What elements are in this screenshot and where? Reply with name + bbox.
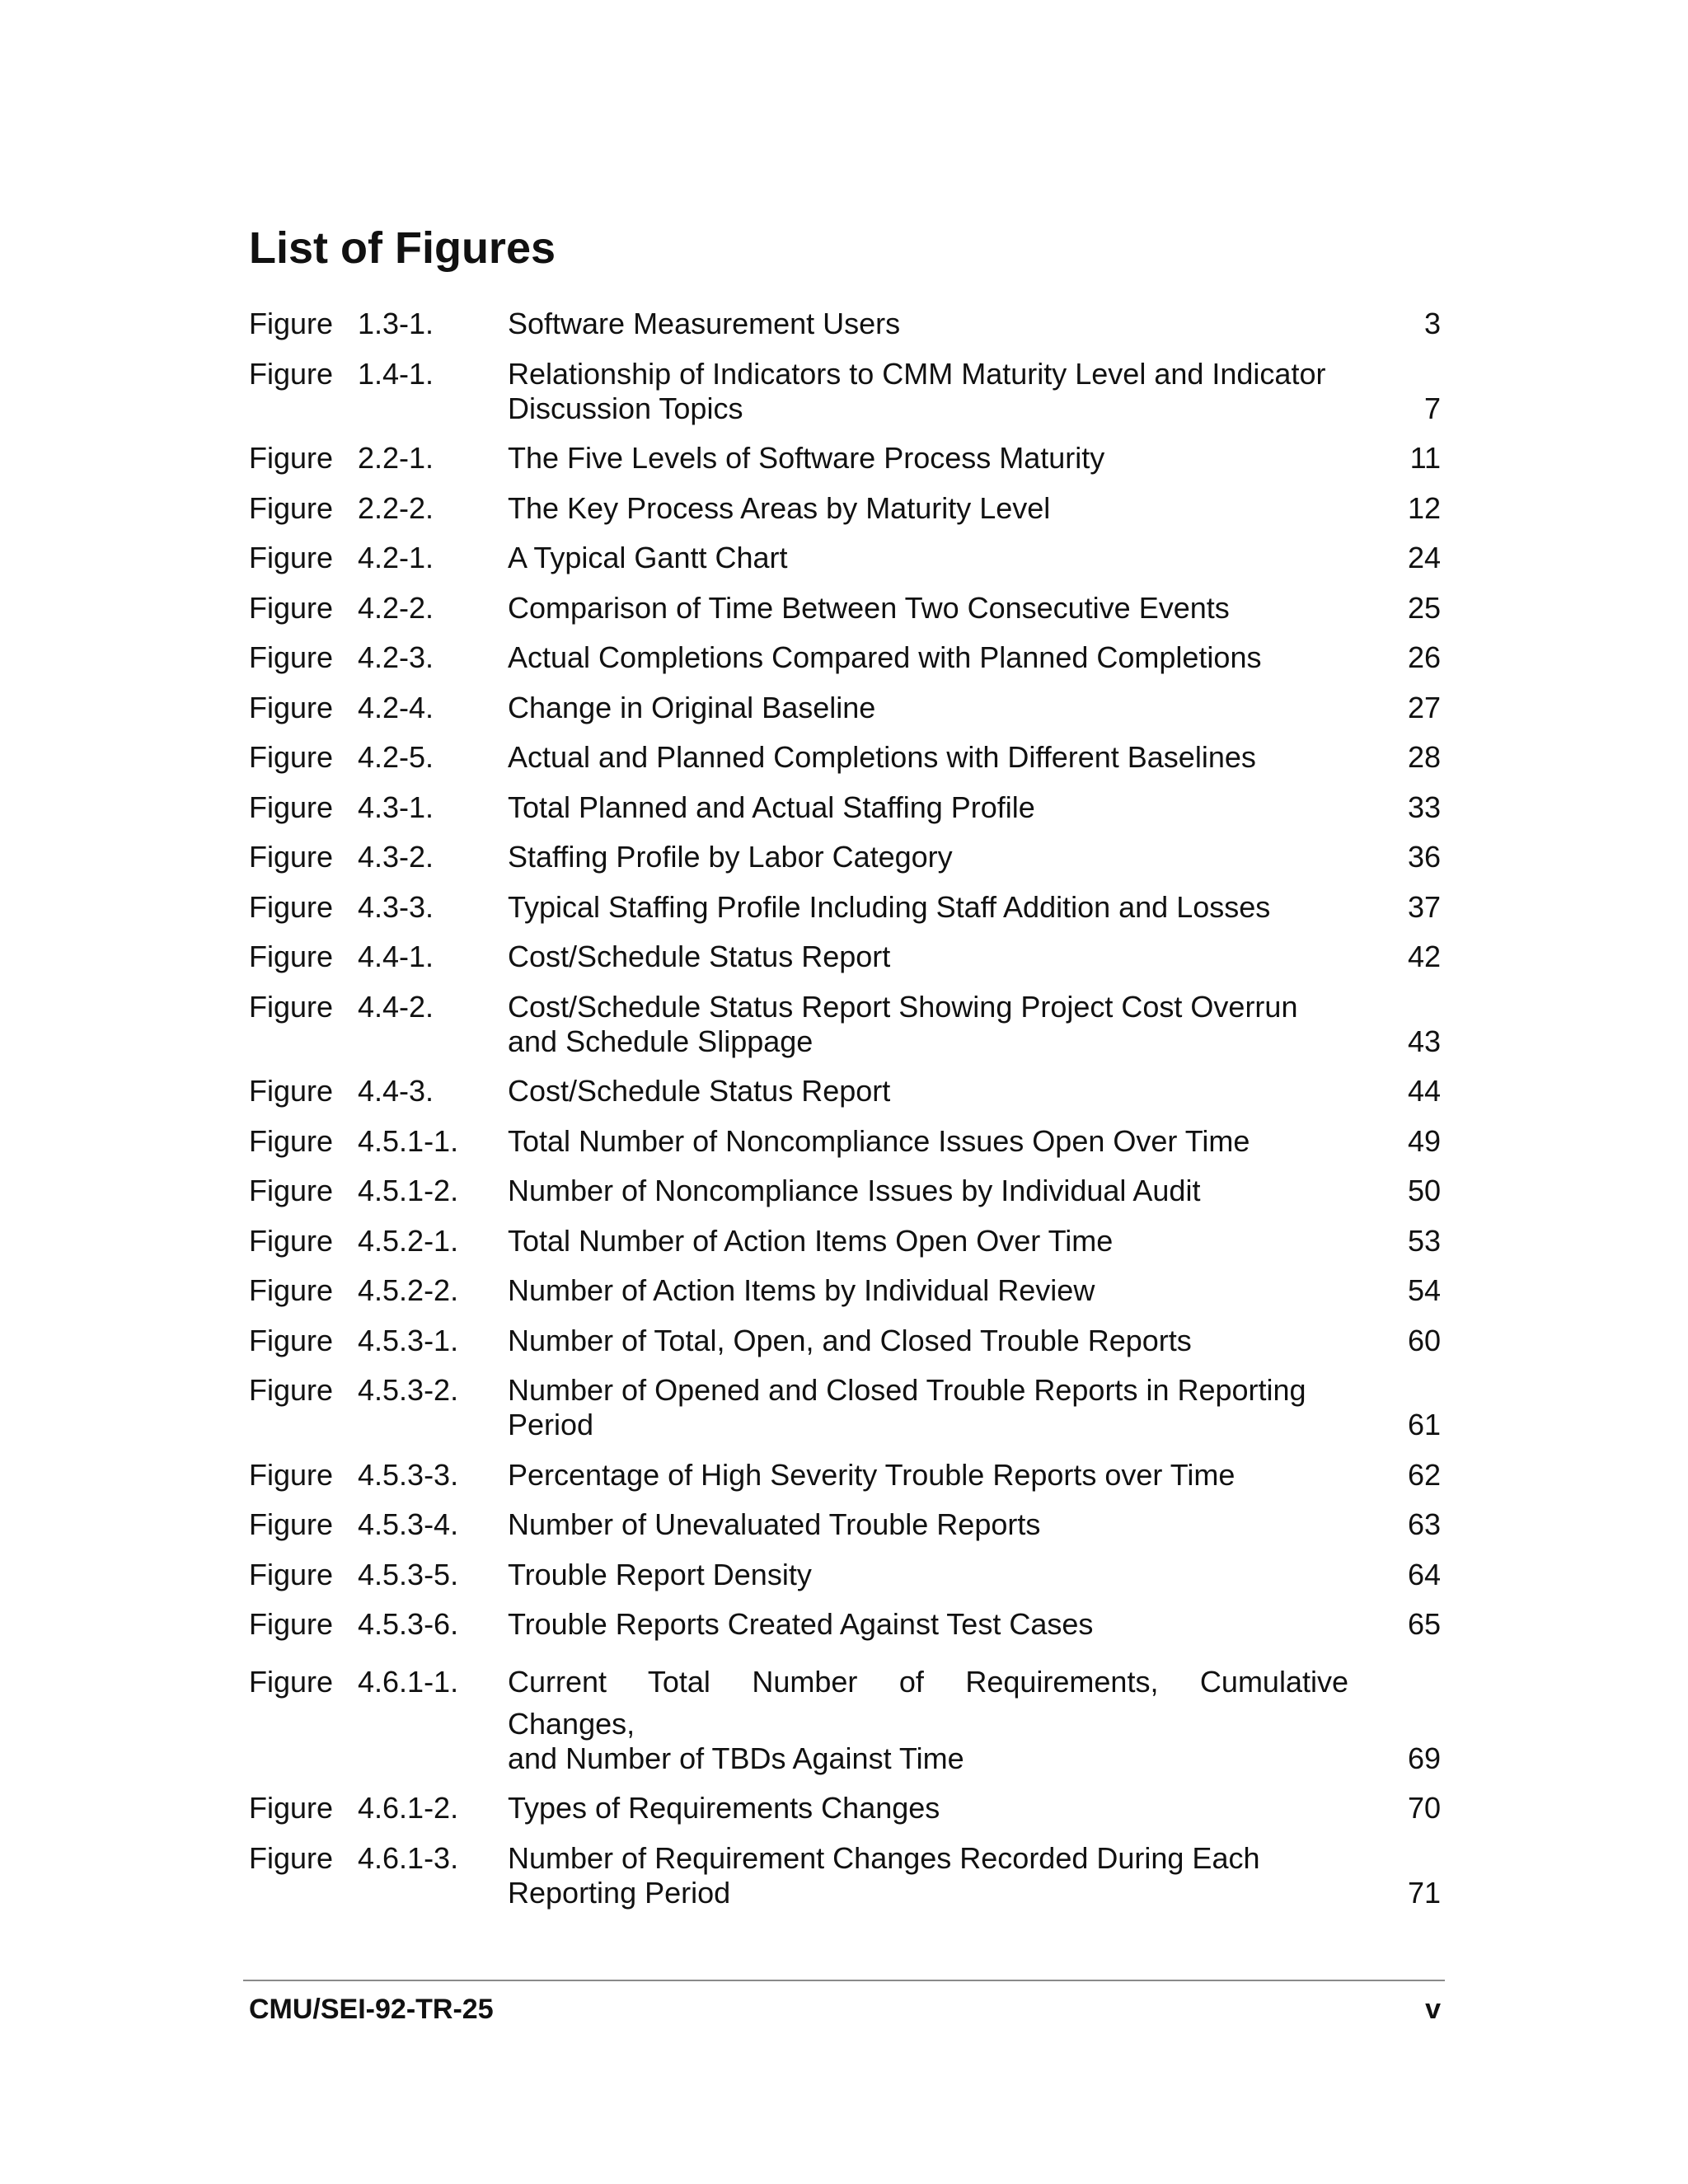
- figure-label: Figure: [249, 1223, 334, 1258]
- figure-page: 3: [1423, 307, 1441, 340]
- figure-entry: [249, 1273, 1441, 1308]
- figure-list: [249, 307, 1441, 1925]
- figure-entry: [249, 541, 1441, 575]
- figure-label: Figure: [249, 989, 334, 1024]
- figure-title: Number of Noncompliance Issues by Individual Audit: [508, 1174, 1201, 1207]
- figure-label: Figure: [249, 1174, 334, 1207]
- figure-title: The Key Process Areas by Maturity Level: [508, 490, 1051, 525]
- figure-number: 4.5.1-2.: [358, 1174, 459, 1207]
- figure-title: Number of Total, Open, and Closed Trouble Reports: [508, 1323, 1192, 1357]
- footer-document-id: CMU/SEI-92-TR-25: [249, 1994, 494, 2025]
- figure-number: 4.5.3-6.: [358, 1607, 459, 1641]
- figure-entry: [249, 441, 1441, 476]
- figure-entry: [249, 1657, 1441, 1707]
- figure-number: 4.5.3-2.: [358, 1373, 459, 1407]
- figure-number: 4.5.3-3.: [358, 1457, 459, 1492]
- figure-title: Trouble Reports Created Against Test Cases: [508, 1607, 1094, 1641]
- figure-title-line: Current Total Number of Requirements, Cumulative: [508, 1664, 1348, 1699]
- figure-entry: [249, 1791, 1441, 1825]
- figure-number: 4.2-1.: [358, 541, 434, 574]
- figure-page: 43: [1407, 1024, 1441, 1058]
- footer-divider: [243, 1980, 1445, 1981]
- page-title: List of Figures: [249, 223, 556, 273]
- figure-label: Figure: [249, 1273, 334, 1307]
- figure-number: 4.5.1-1.: [358, 1123, 459, 1158]
- figure-page: 44: [1407, 1074, 1441, 1108]
- figure-number: 4.5.2-2.: [358, 1273, 459, 1307]
- figure-page: 54: [1407, 1273, 1441, 1307]
- figure-title: Actual Completions Compared with Planned Completions: [508, 640, 1262, 674]
- figure-entry: [249, 591, 1441, 626]
- figure-label: Figure: [249, 1123, 334, 1158]
- figure-page: 25: [1407, 590, 1441, 625]
- figure-label: Figure: [249, 1457, 334, 1492]
- figure-label: Figure: [249, 690, 334, 724]
- figure-page: 71: [1407, 1875, 1441, 1910]
- figure-entry: [249, 840, 1441, 874]
- figure-page: 69: [1407, 1741, 1441, 1775]
- figure-title: Actual and Planned Completions with Different Baselines: [508, 740, 1256, 774]
- figure-entry: [249, 1607, 1441, 1642]
- figure-label: Figure: [249, 740, 334, 774]
- figure-number: 4.4-1.: [358, 940, 434, 973]
- figure-title: The Five Levels of Software Process Maturity: [508, 441, 1105, 475]
- figure-entry: [249, 491, 1441, 526]
- figure-title: Change in Original Baseline: [508, 690, 876, 724]
- figure-label: Figure: [249, 307, 334, 340]
- figure-entry: [249, 640, 1441, 675]
- figure-title: Trouble Report Density: [508, 1557, 812, 1591]
- figure-number: 4.3-3.: [358, 889, 434, 924]
- figure-entry-continuation: [249, 1707, 1441, 1776]
- figure-entry: [249, 357, 1441, 426]
- figure-label: Figure: [249, 1607, 334, 1641]
- figure-title: Number of Unevaluated Trouble Reports: [508, 1507, 1041, 1541]
- figure-title: Number of Requirement Changes Recorded During Each Reporting Period: [508, 1840, 1260, 1910]
- figure-entry: [249, 691, 1441, 725]
- figure-title: Number of Opened and Closed Trouble Reports in Reporting Period: [508, 1373, 1306, 1441]
- footer-page-number: v: [1425, 1994, 1441, 2025]
- figure-number: 2.2-2.: [358, 490, 434, 525]
- figure-label: Figure: [249, 490, 334, 525]
- figure-entry: [249, 1458, 1441, 1493]
- figure-page: 49: [1407, 1123, 1441, 1158]
- figure-title: Total Number of Action Items Open Over Time: [508, 1223, 1114, 1258]
- figure-title: Cost/Schedule Status Report: [508, 1074, 891, 1108]
- figure-entry: [249, 1841, 1441, 1910]
- figure-title: Relationship of Indicators to CMM Maturity Level and Indicator Discussion Topics: [508, 356, 1326, 425]
- figure-title: Comparison of Time Between Two Consecutive Events: [508, 590, 1230, 625]
- figure-entry: [249, 307, 1441, 341]
- figure-number: 2.2-1.: [358, 441, 434, 475]
- figure-label: Figure: [249, 1791, 334, 1825]
- figure-entry: [249, 740, 1441, 775]
- figure-number: 4.4-3.: [358, 1074, 434, 1108]
- figure-label: Figure: [249, 356, 334, 391]
- figure-label: Figure: [249, 889, 334, 924]
- figure-number: 4.5.3-5.: [358, 1557, 459, 1591]
- figure-label: Figure: [249, 441, 334, 475]
- figure-page: 24: [1407, 541, 1441, 574]
- figure-number: 4.6.1-3.: [358, 1840, 459, 1875]
- figure-number: 4.2-5.: [358, 740, 434, 774]
- figure-label: Figure: [249, 1840, 334, 1875]
- figure-page: 26: [1407, 640, 1441, 674]
- figure-title-line: Changes,: [508, 1706, 635, 1741]
- figure-title-line: and Number of TBDs Against Time: [508, 1741, 964, 1775]
- figure-page: 11: [1409, 441, 1441, 475]
- figure-label: Figure: [249, 1664, 334, 1699]
- figure-page: 7: [1423, 391, 1441, 425]
- figure-number: 1.3-1.: [358, 307, 434, 340]
- figure-page: 12: [1407, 490, 1441, 525]
- figure-number: 4.5.3-4.: [358, 1507, 459, 1541]
- figure-page: 63: [1407, 1507, 1441, 1541]
- figure-entry: [249, 1507, 1441, 1542]
- figure-entry: [249, 1074, 1441, 1108]
- figure-title: Number of Action Items by Individual Review: [508, 1273, 1095, 1307]
- figure-page: 37: [1407, 889, 1441, 924]
- figure-title: Percentage of High Severity Trouble Reports over Time: [508, 1457, 1236, 1492]
- figure-entry: [249, 1324, 1441, 1358]
- figure-number: 4.3-1.: [358, 790, 434, 824]
- figure-page: 50: [1407, 1174, 1441, 1207]
- figure-number: 1.4-1.: [358, 356, 434, 391]
- figure-title: Total Number of Noncompliance Issues Open Over Time: [508, 1123, 1250, 1158]
- figure-page: 61: [1407, 1408, 1441, 1441]
- figure-label: Figure: [249, 640, 334, 674]
- figure-page: 28: [1407, 740, 1441, 774]
- figure-title: Cost/Schedule Status Report Showing Project Cost Overrun and Schedule Slippage: [508, 989, 1298, 1058]
- figure-title: Staffing Profile by Labor Category: [508, 840, 953, 874]
- figure-number: 4.6.1-1.: [358, 1664, 459, 1699]
- figure-label: Figure: [249, 1557, 334, 1591]
- figure-entry: [249, 890, 1441, 925]
- figure-title: Types of Requirements Changes: [508, 1791, 940, 1825]
- figure-label: Figure: [249, 940, 334, 973]
- figure-number: 4.4-2.: [358, 989, 434, 1024]
- figure-entry: [249, 790, 1441, 825]
- figure-number: 4.3-2.: [358, 840, 434, 874]
- figure-label: Figure: [249, 790, 334, 824]
- figure-entry: [249, 940, 1441, 974]
- figure-page: 53: [1407, 1223, 1441, 1258]
- figure-label: Figure: [249, 590, 334, 625]
- figure-page: 42: [1407, 940, 1441, 973]
- figure-page: 36: [1407, 840, 1441, 874]
- figure-page: 62: [1407, 1457, 1441, 1492]
- figure-label: Figure: [249, 541, 334, 574]
- figure-title: A Typical Gantt Chart: [508, 541, 788, 574]
- figure-title: Cost/Schedule Status Report: [508, 940, 891, 973]
- figure-page: 27: [1407, 690, 1441, 724]
- figure-number: 4.2-2.: [358, 590, 434, 625]
- figure-title: Total Planned and Actual Staffing Profile: [508, 790, 1035, 824]
- figure-label: Figure: [249, 1323, 334, 1357]
- figure-label: Figure: [249, 1074, 334, 1108]
- figure-page: 60: [1407, 1323, 1441, 1357]
- figure-entry: [249, 1224, 1441, 1258]
- figure-entry: [249, 1174, 1441, 1208]
- figure-entry: [249, 1558, 1441, 1592]
- figure-entry: [249, 1124, 1441, 1159]
- figure-label: Figure: [249, 1373, 334, 1407]
- figure-title: Software Measurement Users: [508, 307, 901, 340]
- figure-number: 4.2-4.: [358, 690, 434, 724]
- figure-entry: [249, 1373, 1441, 1442]
- figure-number: 4.6.1-2.: [358, 1791, 459, 1825]
- figure-number: 4.5.3-1.: [358, 1323, 459, 1357]
- figure-page: 64: [1407, 1557, 1441, 1591]
- figure-title-continuation: [508, 1707, 1348, 1776]
- figure-number: 4.5.2-1.: [358, 1223, 459, 1258]
- figure-page: 70: [1407, 1791, 1441, 1825]
- figure-page: 65: [1407, 1607, 1441, 1641]
- figure-number: 4.2-3.: [358, 640, 434, 674]
- figure-label: Figure: [249, 840, 334, 874]
- figure-page: 33: [1407, 790, 1441, 824]
- figure-entry: [249, 990, 1441, 1059]
- figure-title: Typical Staffing Profile Including Staff Addition and Losses: [508, 889, 1271, 924]
- figure-label: Figure: [249, 1507, 334, 1541]
